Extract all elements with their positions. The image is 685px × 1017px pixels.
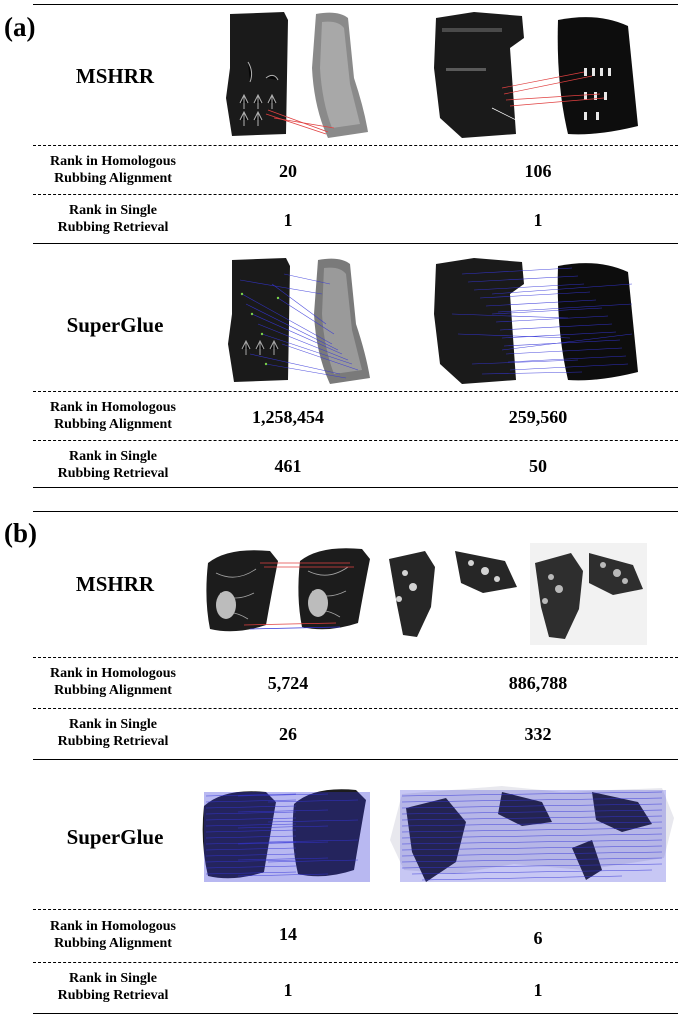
panel-b-bottom-rule xyxy=(33,1013,678,1014)
rank-value-left: 5,724 xyxy=(267,673,309,693)
row-label-single-retrieval xyxy=(8,448,218,482)
rank-value-right: 1 xyxy=(533,210,543,230)
row-divider xyxy=(33,657,678,658)
rank-value-right: 106 xyxy=(524,161,552,181)
panel-b-top-rule xyxy=(33,511,678,512)
row-label-line: Rank in Homologous xyxy=(49,154,177,169)
row-label-line: Rank in Single xyxy=(69,203,157,218)
figure-image-a-mshrr-pair1 xyxy=(218,8,380,140)
row-divider xyxy=(33,391,678,392)
row-label-homologous-alignment xyxy=(8,918,218,952)
row-divider xyxy=(33,909,678,910)
rank-value-left: 461 xyxy=(274,456,302,476)
figure-image-b-superglue-pair1 xyxy=(198,782,376,892)
figure-image-b-mshrr-pair1 xyxy=(200,543,378,645)
row-label-line: Rubbing Alignment xyxy=(54,683,172,698)
rank-value-right: 886,788 xyxy=(508,673,568,693)
rank-value-left: 26 xyxy=(279,724,297,744)
row-label-single-retrieval xyxy=(8,716,218,750)
row-label-homologous-alignment xyxy=(8,153,218,187)
row-label-single-retrieval xyxy=(8,202,218,236)
row-label-line: Rubbing Retrieval xyxy=(57,734,169,749)
row-label-line: Rubbing Retrieval xyxy=(57,466,169,481)
rank-value-right: 259,560 xyxy=(508,407,568,427)
row-label-line: Rank in Homologous xyxy=(49,400,177,415)
block-divider xyxy=(33,243,678,244)
rank-value-left: 1 xyxy=(283,980,293,1000)
row-label-line: Rank in Single xyxy=(69,971,157,986)
row-label-homologous-alignment xyxy=(8,665,218,699)
rank-value-right: 6 xyxy=(533,928,543,948)
figure-image-a-superglue-pair1 xyxy=(222,254,384,386)
row-label-line: Rank in Homologous xyxy=(49,919,177,934)
row-label-line: Rank in Single xyxy=(69,717,157,732)
rank-value-left: 20 xyxy=(279,161,297,181)
row-label-line: Rubbing Alignment xyxy=(54,171,172,186)
method-name-superglue-b: SuperGlue xyxy=(66,825,164,849)
method-name-superglue-a: SuperGlue xyxy=(66,313,164,337)
row-label-homologous-alignment xyxy=(8,399,218,433)
rank-value-left: 1,258,454 xyxy=(252,407,324,427)
method-name-mshrr-b: MSHRR xyxy=(75,572,155,596)
panel-a-label: (a) xyxy=(4,12,36,42)
row-label-line: Rubbing Alignment xyxy=(54,417,172,432)
method-name-mshrr-a: MSHRR xyxy=(75,64,155,88)
rank-value-left: 1 xyxy=(283,210,293,230)
row-label-line: Rank in Single xyxy=(69,449,157,464)
row-divider xyxy=(33,145,678,146)
row-label-line: Rubbing Alignment xyxy=(54,936,172,951)
rank-value-right: 1 xyxy=(533,980,543,1000)
row-label-line: Rubbing Retrieval xyxy=(57,988,169,1003)
rank-value-right: 50 xyxy=(529,456,547,476)
figure-image-b-superglue-pair2 xyxy=(382,778,680,894)
row-divider xyxy=(33,440,678,441)
panel-b-label: (b) xyxy=(4,518,37,548)
row-label-single-retrieval xyxy=(8,970,218,1004)
row-divider xyxy=(33,962,678,963)
figure-image-a-mshrr-pair2 xyxy=(432,8,644,140)
row-label-line: Rubbing Retrieval xyxy=(57,220,169,235)
row-divider xyxy=(33,194,678,195)
panel-a-bottom-rule xyxy=(33,487,678,488)
block-divider xyxy=(33,759,678,760)
row-divider xyxy=(33,708,678,709)
figure-image-a-superglue-pair2 xyxy=(432,254,644,386)
rank-value-left: 14 xyxy=(279,924,297,944)
panel-a-top-rule xyxy=(33,4,678,5)
row-label-line: Rank in Homologous xyxy=(49,666,177,681)
rank-value-right: 332 xyxy=(524,724,552,744)
figure-image-b-mshrr-pair2 xyxy=(385,543,647,645)
